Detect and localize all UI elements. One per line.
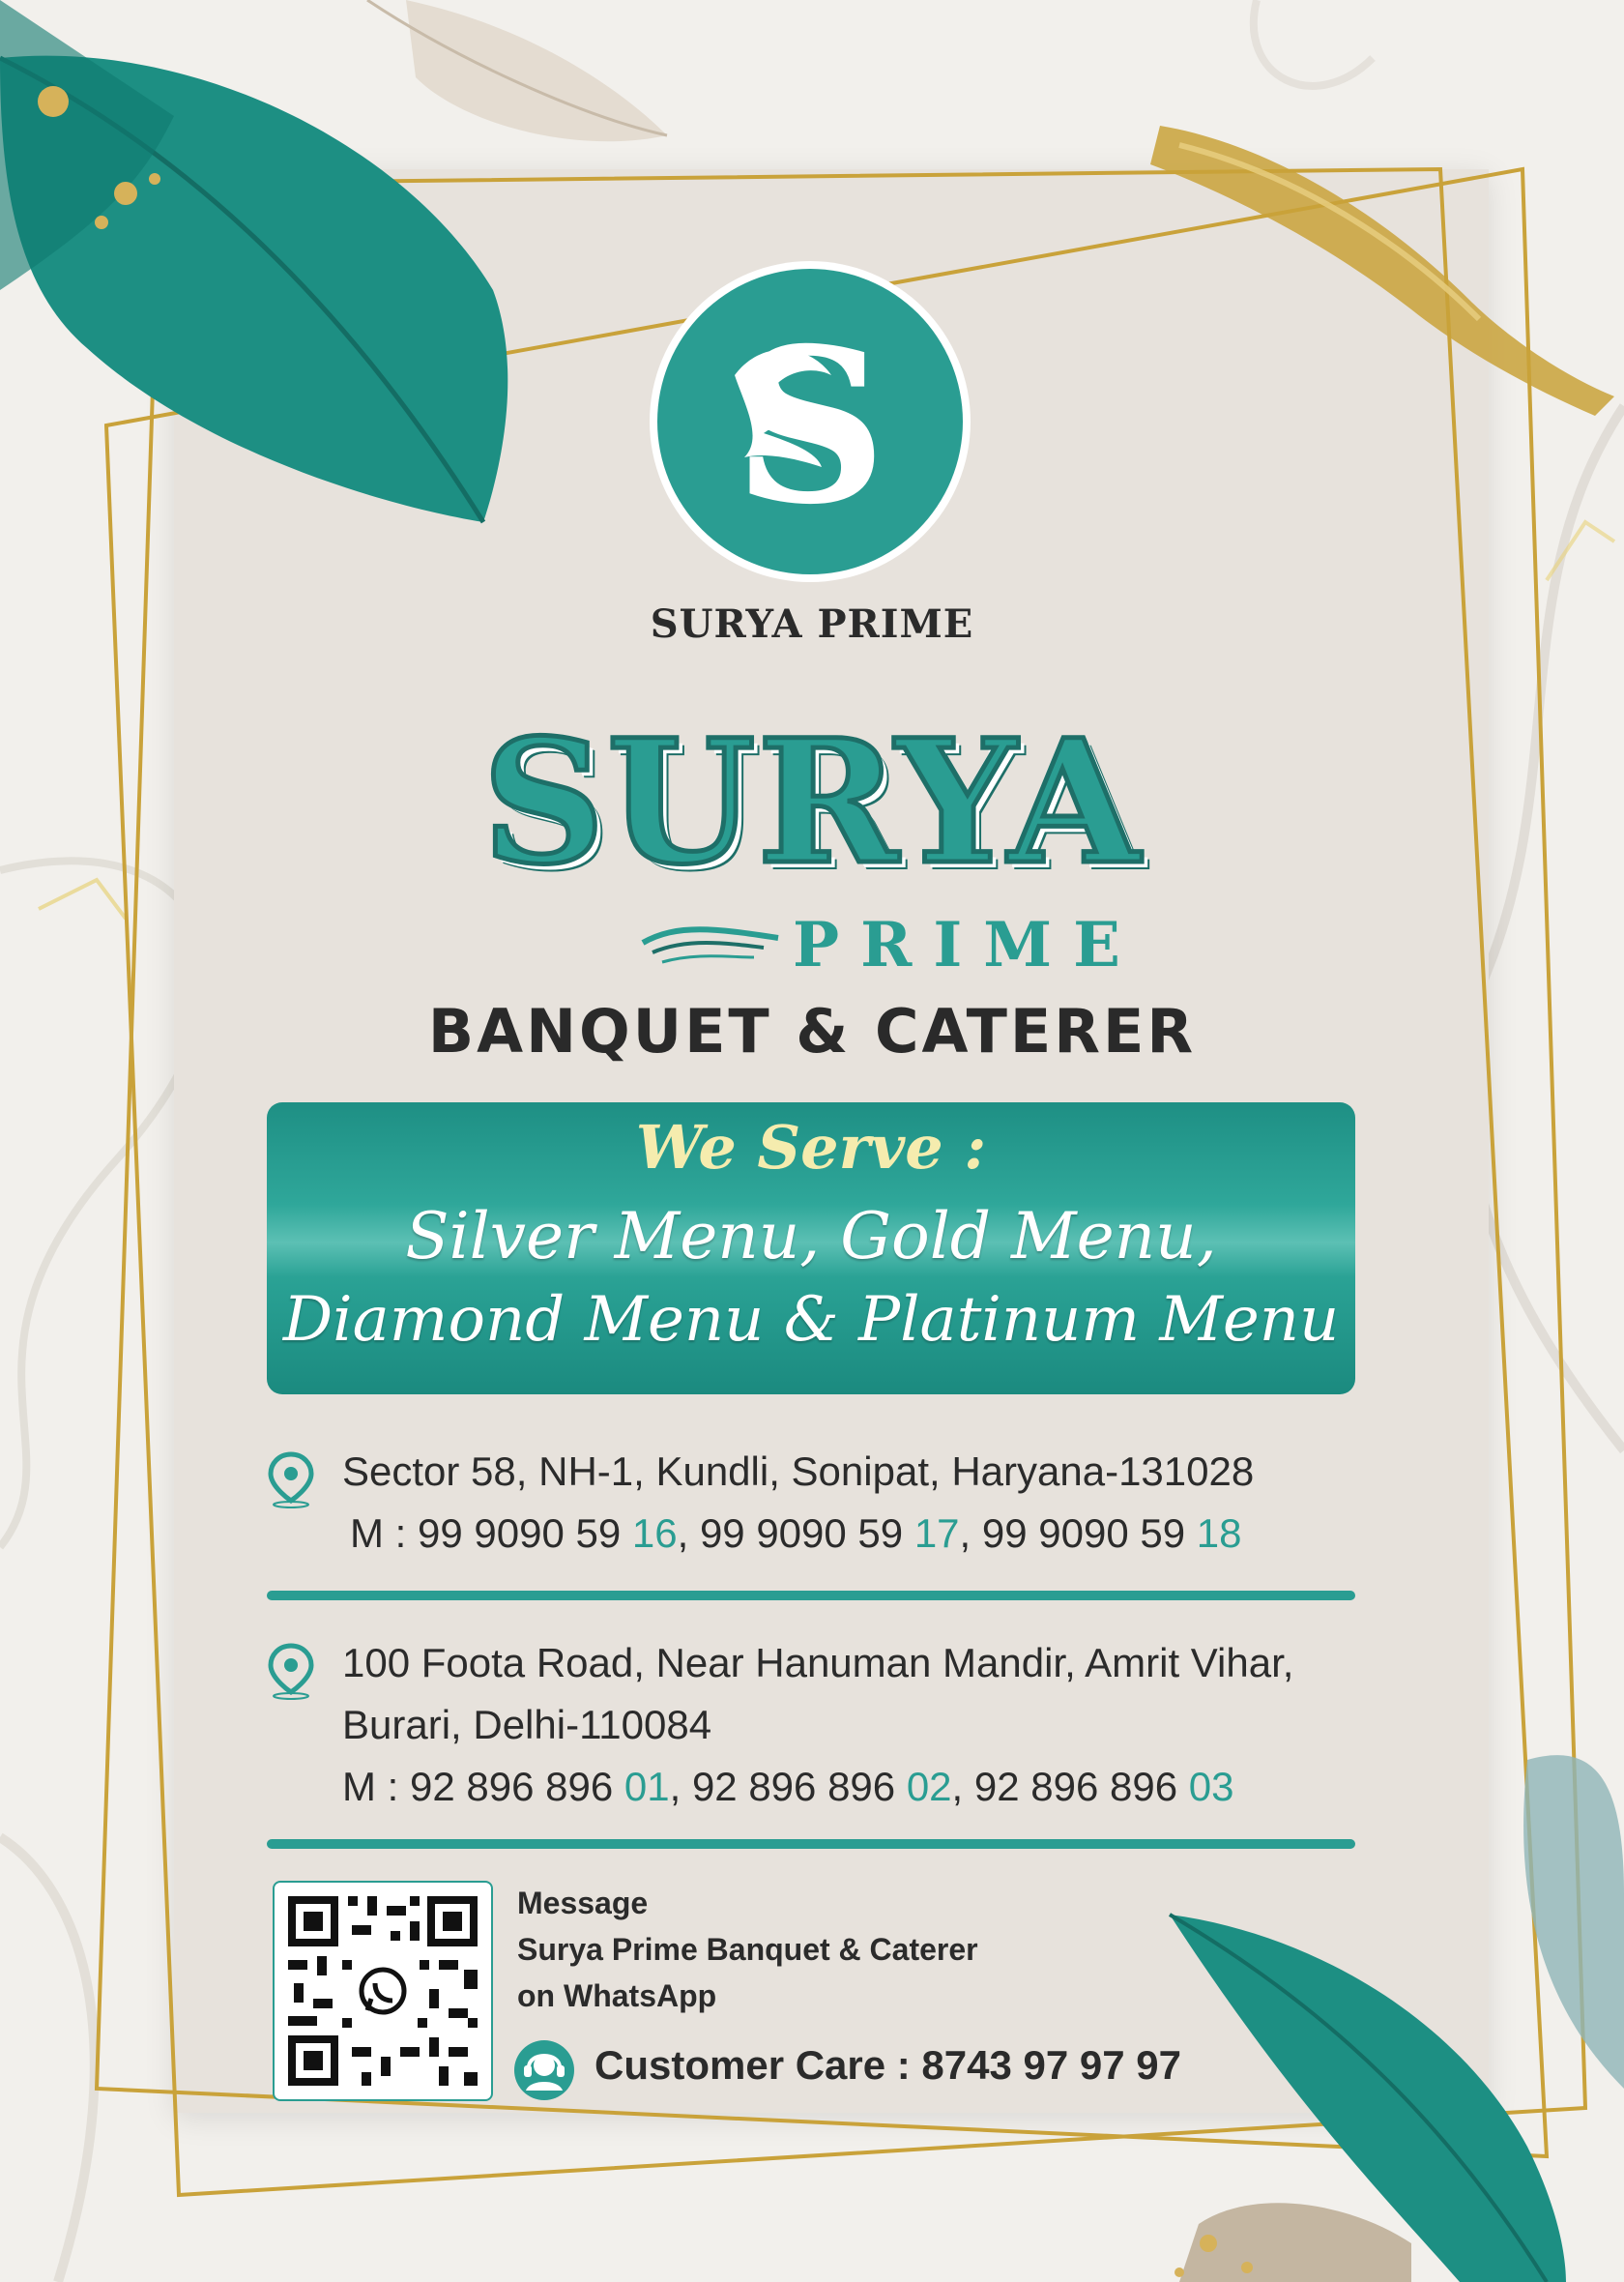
whatsapp-message-line-3: on WhatsApp (517, 1978, 717, 2013)
brand-name-large: SURYA (481, 702, 1143, 902)
we-serve-banner (267, 1102, 1355, 1394)
qr-code-icon (275, 1883, 491, 2099)
headset-support-icon (512, 2038, 576, 2102)
address-line-2: Burari, Delhi-110084 (342, 1702, 712, 1747)
menu-list-line-2: Diamond Menu & Platinum Menu (282, 1284, 1340, 1356)
location-kundli (267, 1441, 1355, 1566)
whatsapp-message-line-2: Surya Prime Banquet & Caterer (517, 1932, 978, 1967)
surya-prime-logo (648, 259, 972, 584)
menu-list-line-1: Silver Menu, Gold Menu, (405, 1199, 1217, 1273)
tagline: BANQUET & CATERER (427, 996, 1197, 1067)
customer-care-number[interactable]: Customer Care : 8743 97 97 97 (594, 2042, 1182, 2088)
whatsapp-qr-code[interactable] (273, 1881, 493, 2101)
location-burari (267, 1632, 1355, 1816)
we-serve-title: We Serve : (635, 1112, 987, 1183)
svg-text:S: S (733, 301, 887, 551)
brand-name-small: SURYA PRIME (650, 601, 974, 647)
swoosh-icon (638, 919, 783, 967)
whatsapp-message-line-1: Message (517, 1886, 649, 1920)
section-divider (267, 1591, 1355, 1600)
prime-subtitle-row (638, 909, 1218, 981)
address-line-1: 100 Foota Road, Near Hanuman Mandir, Amrit Vihar, (342, 1640, 1294, 1685)
location-pin-icon (267, 1642, 315, 1700)
location-pin-icon (267, 1450, 315, 1508)
address-line: Sector 58, NH-1, Kundli, Sonipat, Haryana-131028 (342, 1448, 1255, 1494)
phone-numbers: M : 92 896 896 01, 92 896 896 02, 92 896 896 03 (342, 1764, 1234, 1809)
section-divider (267, 1839, 1355, 1849)
phone-numbers: M : 99 9090 59 16, 99 9090 59 17, 99 9090 59 18 (350, 1510, 1242, 1556)
leaf-decoration-top-left (0, 0, 677, 541)
gold-glitter-top-right (1141, 87, 1624, 435)
prime-word: PRIME (793, 909, 1142, 981)
